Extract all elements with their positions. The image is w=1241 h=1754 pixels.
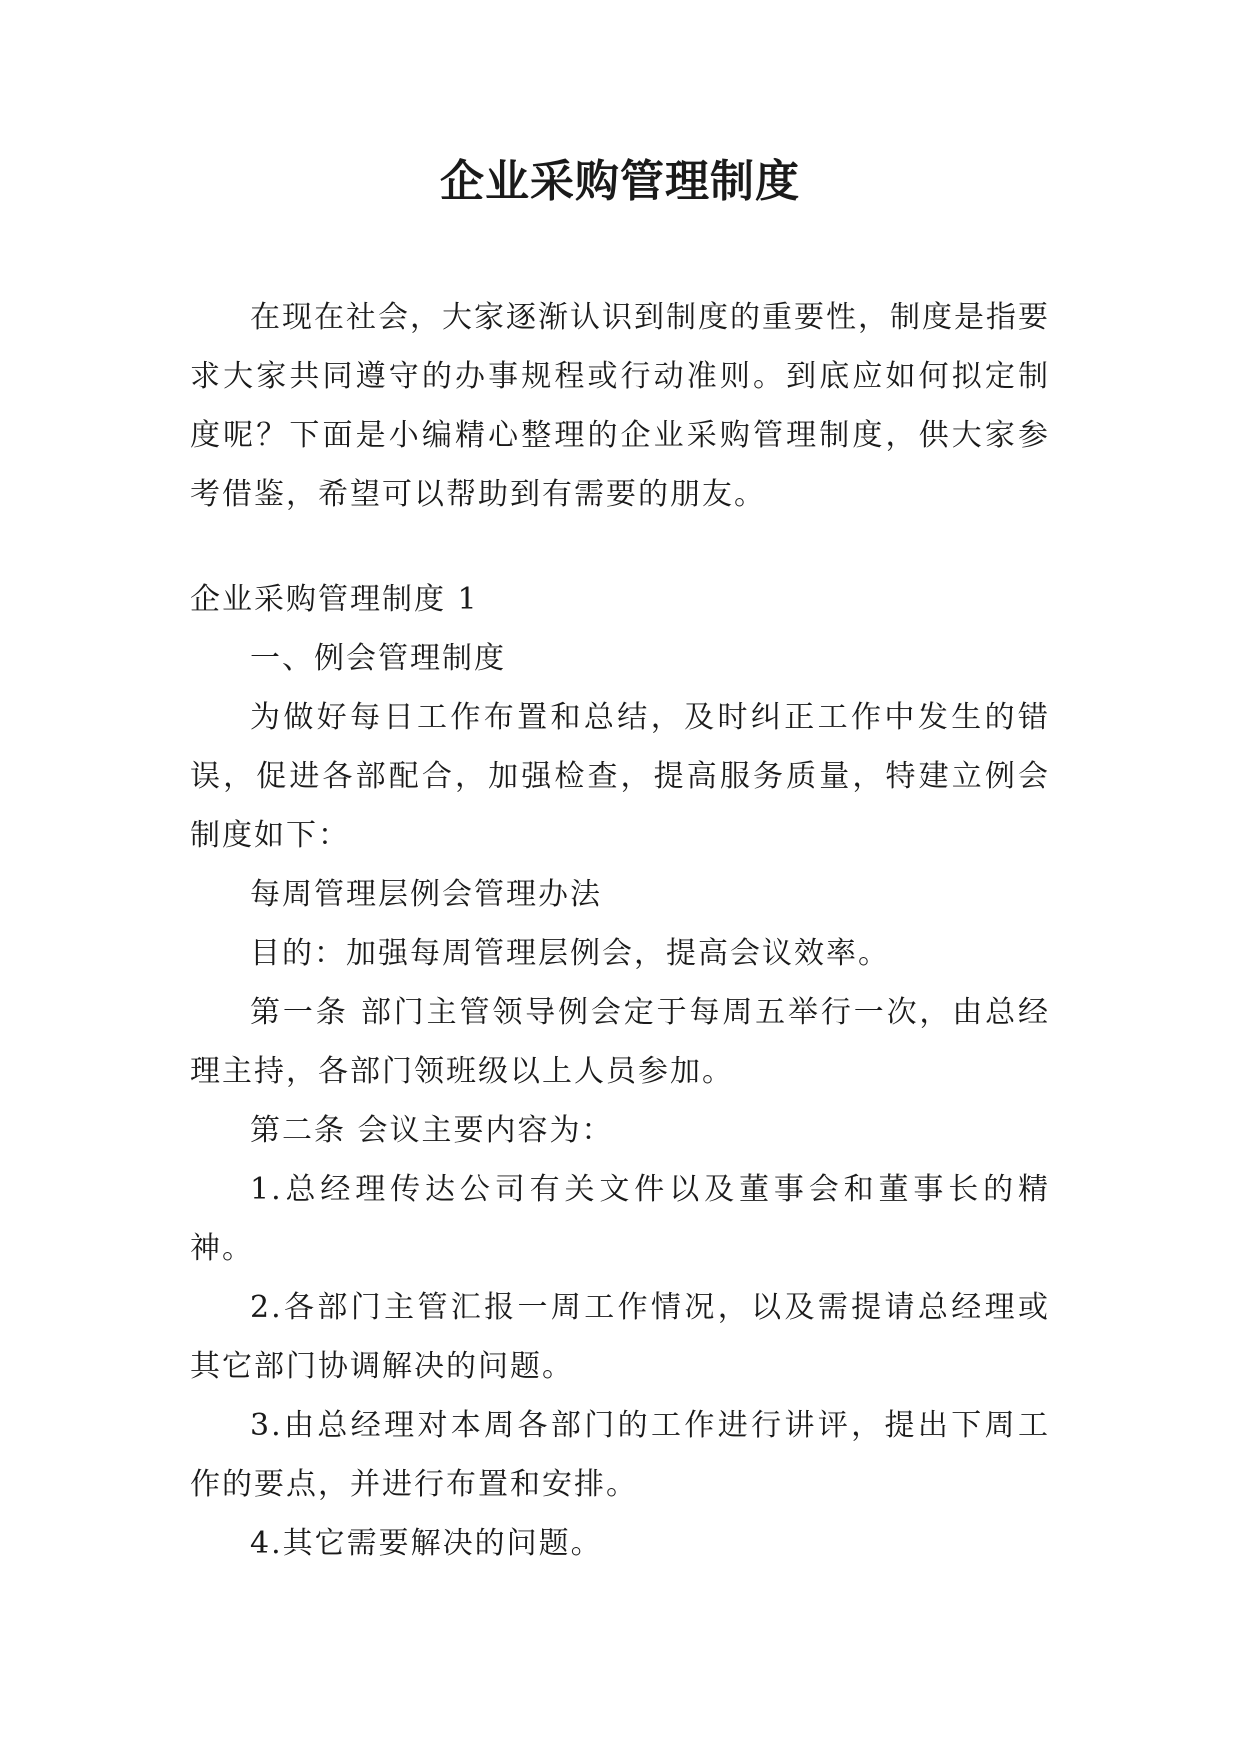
document-title: 企业采购管理制度	[440, 156, 800, 207]
spacer	[190, 524, 1050, 570]
list-item-1: 1.总经理传达公司有关文件以及董事会和董事长的精神。	[190, 1172, 1050, 1266]
list-item-2: 2.各部门主管汇报一周工作情况，以及需提请总经理或其它部门协调解决的问题。	[190, 1290, 1050, 1384]
intro-paragraph: 在现在社会，大家逐渐认识到制度的重要性，制度是指要求大家共同遵守的办事规程或行动准则。到底应如何拟定制度呢？下面是小编精心整理的企业采购管理制度，供大家参考借鉴，希望可以帮助到有需要的朋友。	[190, 300, 1050, 512]
list-item-4: 4.其它需要解决的问题。	[250, 1526, 603, 1561]
list-item-3: 3.由总经理对本周各部门的工作进行讲评，提出下周工作的要点，并进行布置和安排。	[190, 1408, 1050, 1502]
paragraph-weekly-method: 每周管理层例会管理办法	[250, 877, 602, 912]
paragraph-meeting-system: 一、例会管理制度	[250, 641, 506, 676]
paragraph-article-1: 第一条 部门主管领导例会定于每周五举行一次，由总经理主持，各部门领班级以上人员参加。	[190, 995, 1050, 1089]
paragraph-article-2: 第二条 会议主要内容为：	[250, 1113, 614, 1148]
document-page	[190, 0, 1050, 1754]
section-title: 企业采购管理制度 1	[190, 582, 479, 617]
document-body	[190, 288, 1050, 1573]
paragraph-objective: 目的：加强每周管理层例会，提高会议效率。	[250, 936, 890, 971]
paragraph-meeting-purpose: 为做好每日工作布置和总结，及时纠正工作中发生的错误，促进各部配合，加强检查，提高服务质量，特建立例会制度如下：	[190, 700, 1050, 853]
